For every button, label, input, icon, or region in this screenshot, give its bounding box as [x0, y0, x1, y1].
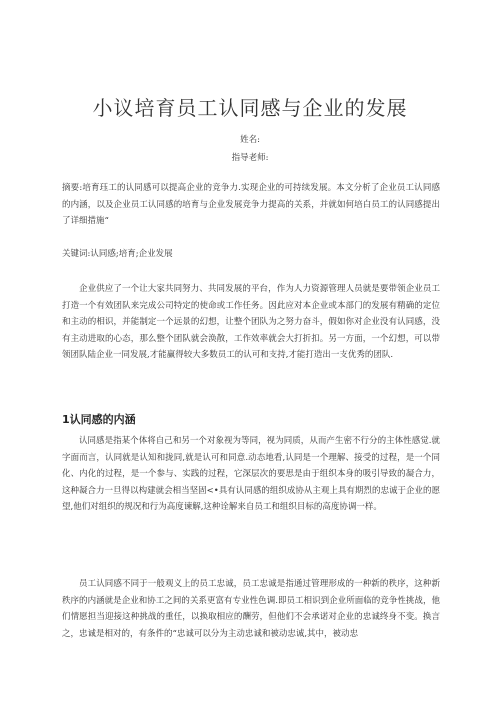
abstract-paragraph: 摘要:培育珏工的认同感可以提高企业的竞争力.实现企业的可持续发展。本文分析了企业员工认同感的内涵，以及企业员工认同感的培育与企业发展竞争力提高的关系，并就如何培白员工的认同感提出了详细措施“	[62, 183, 440, 226]
section-paragraph-2: 员工认同感不同于一般观义上的员工忠诚，员工忠诚是指通过管理形成的一种新的秩序，这种新秩序的内涵就是企业和协工之间的关系更富有专业性色调.即员工相识到企业所面临的竞争性挑战，他们情愿担当迎接这种挑战的重任，以换取相应的酬劳，但他们不会承诺对企业的忠诚终身不变。换言之，忠诚是相对的，有条件的“忠诚可以分为主动忠诚和被动忠诚,其中，被动忠	[62, 579, 440, 639]
keywords-line: 关键词:认同感;培育;企业发展	[62, 249, 173, 259]
section-paragraph-1: 认同感是指某个体将自己和另一个对象视为等同，视为同质，从而产生密不行分的主体性感觉.就字面而言，认同就是认知和拢同,就是认可和同意.动态地看,认同是一个理解、接受的过程，是一个同化、内化的过程，是一个参与、实践的过程，它深层次的要思是由于组织本身的吸引导致的凝合力，这种凝合力一旦得以构建就会相当坚固<•具有认同感的组织成协从主观上具有期烈的忠诚于企业的愿望,他们对组织的规况和行为高度谏解,这种诠解来自员工和组织目标的高度协调一样。	[62, 436, 440, 512]
section-heading: 1认同感的内涵	[62, 413, 136, 426]
advisor-label: 指导老师:	[231, 153, 269, 163]
author-label: 姓名:	[240, 135, 260, 145]
page-title: 小议培育员工认同感与企业的发展	[92, 96, 408, 120]
intro-paragraph: 企业供应了一个让大家共同努力、共同发展的平台，作为人力资源管理人员就是要带领企业员工打造一个有效团队来完成公司特定的使命或工作任务。因此应对本企业或本部门的发展有精确的定位和主动的相识，并能制定一个远景的幻想，让整个团队为之努力奋斗，假如你对企业没有认同感，没有主动进取的心态，那么整个团队就会涣散，工作效率就会大打折扣。另一方面，一个幻想，可以带领团队陆企业一同发展,才能赢得较大多数员工的认可和支持,才能打造出一支优秀的团队.	[62, 284, 440, 360]
